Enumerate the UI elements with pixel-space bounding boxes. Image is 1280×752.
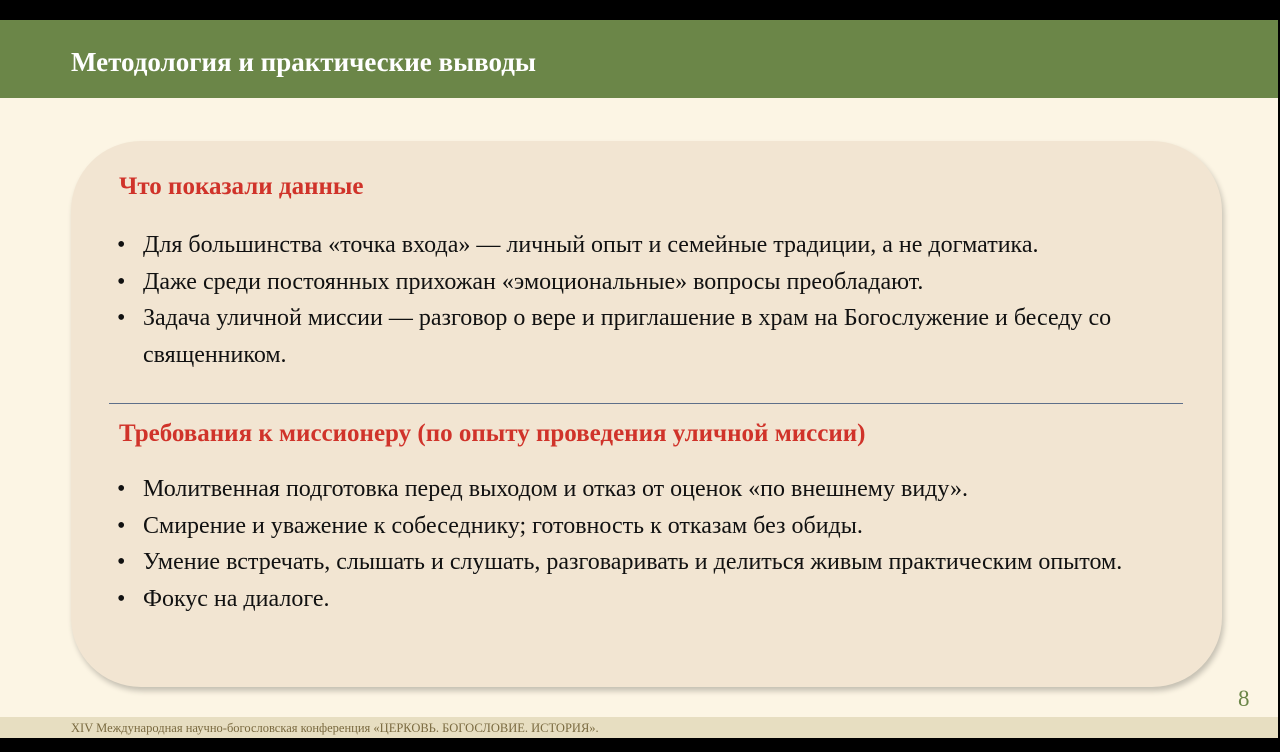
- section-divider: [109, 403, 1183, 404]
- list-item: • Молитвенная подготовка перед выходом и отказ от оценок «по внешнему виду».: [143, 471, 1183, 508]
- list-item: • Задача уличной миссии — разговор о вере и приглашение в храм на Богослужение и беседу со священником.: [143, 300, 1183, 373]
- list-item: • Даже среди постоянных прихожан «эмоциональные» вопросы преобладают.: [143, 264, 1183, 301]
- section-heading-requirements: Требования к миссионеру (по опыту проведения уличной миссии): [119, 420, 866, 447]
- bullet-list-requirements: [143, 471, 1183, 617]
- slide-title: Методология и практические выводы: [71, 47, 537, 77]
- section-heading-data: Что показали данные: [119, 173, 364, 200]
- list-item: • Умение встречать, слышать и слушать, разговаривать и делиться живым практическим опытом.: [143, 544, 1183, 581]
- slide: [0, 20, 1278, 738]
- list-item: • Смирение и уважение к собеседнику; готовность к отказам без обиды.: [143, 508, 1183, 545]
- content-card: [71, 141, 1222, 687]
- header-bar: [0, 20, 1278, 98]
- footer-bar: [0, 717, 1278, 738]
- footer-text: XIV Международная научно-богословская конференция «ЦЕРКОВЬ. БОГОСЛОВИЕ. ИСТОРИЯ».: [71, 721, 599, 735]
- list-item: • Для большинства «точка входа» — личный опыт и семейные традиции, а не догматика.: [143, 227, 1183, 264]
- bullet-list-data: [143, 227, 1183, 373]
- list-item: • Фокус на диалоге.: [143, 581, 1183, 618]
- page-number: 8: [1238, 686, 1250, 711]
